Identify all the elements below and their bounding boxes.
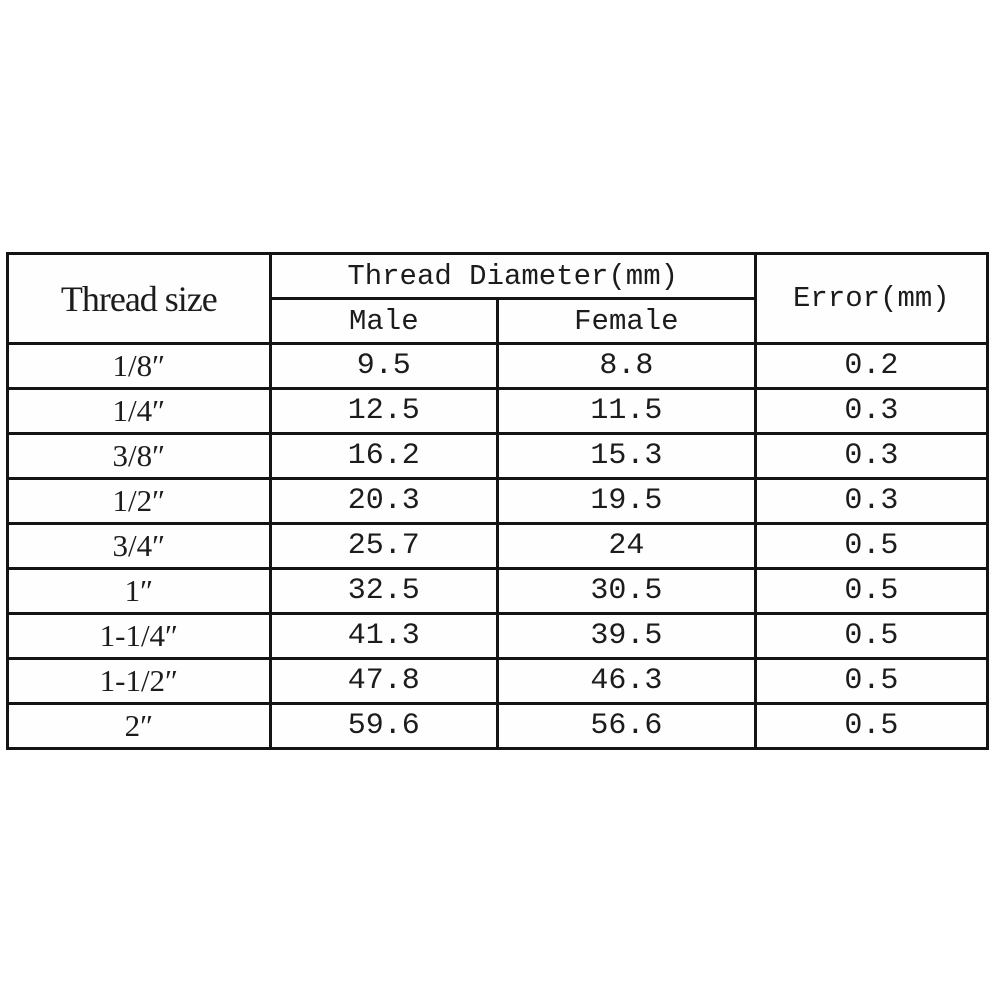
error-cell: 0.5 xyxy=(755,659,987,704)
thread-size-cell: 1-1/2″ xyxy=(8,659,271,704)
error-cell: 0.3 xyxy=(755,389,987,434)
table-row xyxy=(8,569,988,614)
header-female: Female xyxy=(497,299,755,344)
thread-size-cell: 3/8″ xyxy=(8,434,271,479)
error-cell: 0.5 xyxy=(755,614,987,659)
error-cell: 0.3 xyxy=(755,479,987,524)
thread-size-cell: 1″ xyxy=(8,569,271,614)
female-diameter-cell: 24 xyxy=(497,524,755,569)
header-thread-diameter: Thread Diameter(mm) xyxy=(270,254,755,299)
male-diameter-cell: 32.5 xyxy=(270,569,497,614)
female-diameter-cell: 30.5 xyxy=(497,569,755,614)
male-diameter-cell: 12.5 xyxy=(270,389,497,434)
table-row xyxy=(8,479,988,524)
error-cell: 0.5 xyxy=(755,704,987,749)
error-cell: 0.5 xyxy=(755,569,987,614)
error-cell: 0.5 xyxy=(755,524,987,569)
female-diameter-cell: 56.6 xyxy=(497,704,755,749)
header-thread-size: Thread size xyxy=(8,254,271,344)
male-diameter-cell: 59.6 xyxy=(270,704,497,749)
error-cell: 0.3 xyxy=(755,434,987,479)
male-diameter-cell: 25.7 xyxy=(270,524,497,569)
header-male: Male xyxy=(270,299,497,344)
thread-size-cell: 2″ xyxy=(8,704,271,749)
thread-size-cell: 1-1/4″ xyxy=(8,614,271,659)
table-row xyxy=(8,344,988,389)
male-diameter-cell: 16.2 xyxy=(270,434,497,479)
male-diameter-cell: 41.3 xyxy=(270,614,497,659)
thread-size-cell: 1/2″ xyxy=(8,479,271,524)
thread-size-cell: 1/4″ xyxy=(8,389,271,434)
female-diameter-cell: 46.3 xyxy=(497,659,755,704)
table-row xyxy=(8,389,988,434)
table-row xyxy=(8,524,988,569)
female-diameter-cell: 8.8 xyxy=(497,344,755,389)
thread-size-cell: 1/8″ xyxy=(8,344,271,389)
error-cell: 0.2 xyxy=(755,344,987,389)
male-diameter-cell: 47.8 xyxy=(270,659,497,704)
female-diameter-cell: 19.5 xyxy=(497,479,755,524)
thread-size-cell: 3/4″ xyxy=(8,524,271,569)
male-diameter-cell: 20.3 xyxy=(270,479,497,524)
male-diameter-cell: 9.5 xyxy=(270,344,497,389)
female-diameter-cell: 39.5 xyxy=(497,614,755,659)
table-row xyxy=(8,614,988,659)
female-diameter-cell: 15.3 xyxy=(497,434,755,479)
header-error: Error(mm) xyxy=(755,254,987,344)
female-diameter-cell: 11.5 xyxy=(497,389,755,434)
table-row xyxy=(8,704,988,749)
thread-spec-table xyxy=(6,252,989,750)
table-row xyxy=(8,434,988,479)
table-row xyxy=(8,659,988,704)
